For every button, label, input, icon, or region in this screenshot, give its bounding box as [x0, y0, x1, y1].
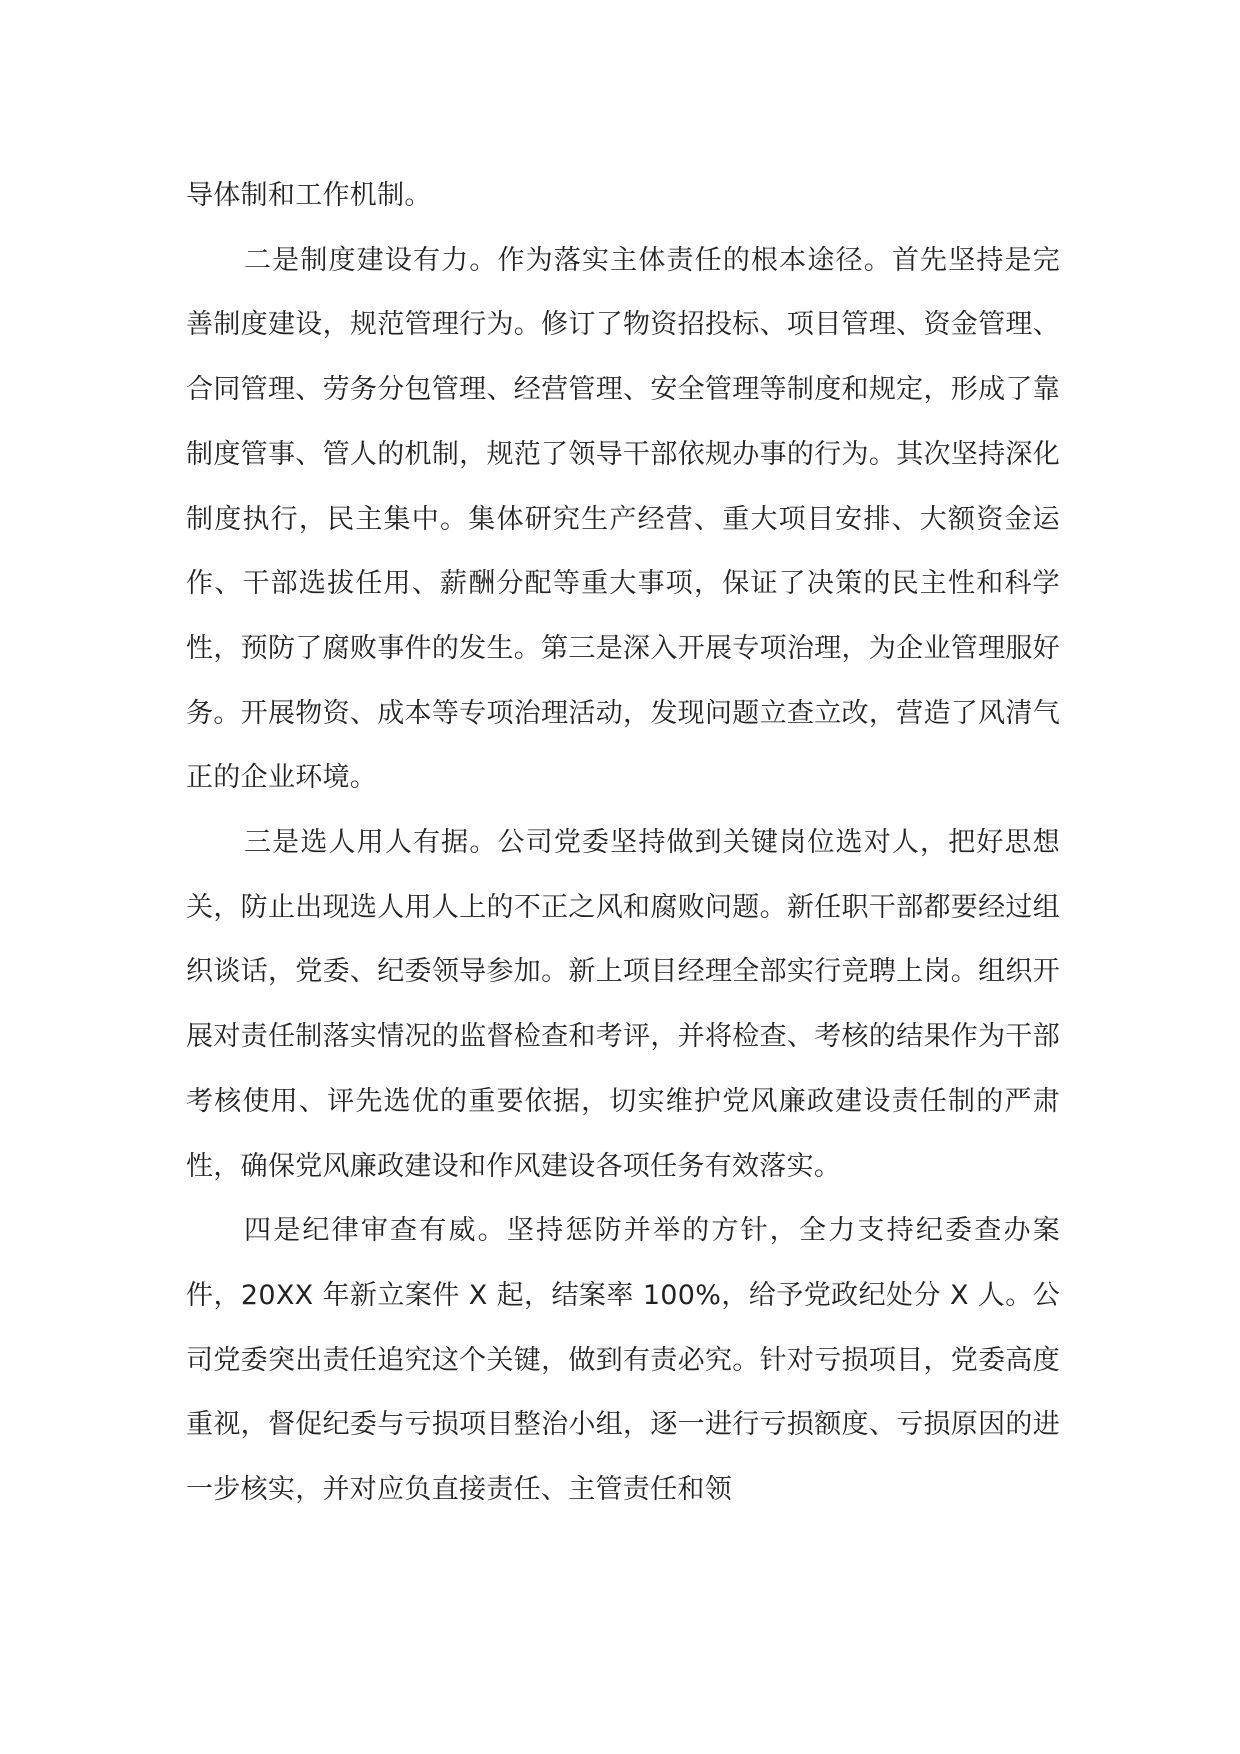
paragraph-4: 四是纪律审查有威。坚持惩防并举的方针，全力支持纪委查办案件，20XX 年新立案件 X 起，结案率 100%，给予党政纪处分 X 人。公司党委突出责任追究这个关键，做到有责必究。针对亏损项目，党委高度重视，督促纪委与亏损项目整治小组，逐一进行亏损额度、亏损原因的进一步核实，并对应负直接责任、主管责任和领 [186, 1215, 1060, 1506]
paragraph-3: 三是选人用人有据。公司党委坚持做到关键岗位选对人，把好思想关，防止出现选人用人上的不正之风和腐败问题。新任职干部都要经过组织谈话，党委、纪委领导参加。新上项目经理全部实行竞聘上岗。组织开展对责任制落实情况的监督检查和考评，并将检查、考核的结果作为干部考核使用、评先选优的重要依据，切实维护党风廉政建设责任制的严肃性，确保党风廉政建设和作风建设各项任务有效落实。 [186, 827, 1060, 1182]
document-body [186, 164, 1060, 1523]
paragraph-1: 导体制和工作机制。 [186, 180, 432, 211]
paragraph-2: 二是制度建设有力。作为落实主体责任的根本途径。首先坚持是完善制度建设，规范管理行为。修订了物资招投标、项目管理、资金管理、合同管理、劳务分包管理、经营管理、安全管理等制度和规定，形成了靠制度管事、管人的机制，规范了领导干部依规办事的行为。其次坚持深化制度执行，民主集中。集体研究生产经营、重大项目安排、大额资金运作、干部选拔任用、薪酬分配等重大事项，保证了决策的民主性和科学性，预防了腐败事件的发生。第三是深入开展专项治理，为企业管理服好务。开展物资、成本等专项治理活动，发现问题立查立改，营造了风清气正的企业环境。 [186, 244, 1060, 794]
